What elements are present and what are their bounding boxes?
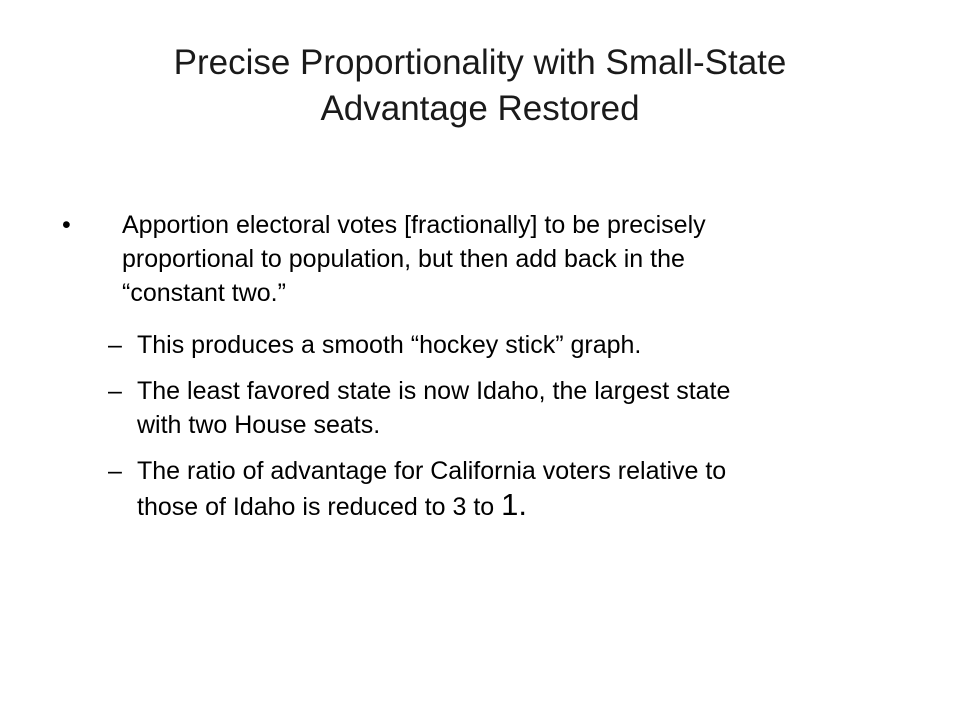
sub-bullet-item bbox=[60, 454, 910, 524]
sub-bullet-item bbox=[60, 328, 910, 362]
bullet-line: Apportion electoral votes [fractionally] to be precisely bbox=[122, 211, 706, 239]
title-line-2: Advantage Restored bbox=[320, 89, 640, 128]
sub-bullet-line-last bbox=[137, 488, 910, 524]
slide-body bbox=[60, 208, 910, 536]
sub-bullet-line-text: those of Idaho is reduced to 3 to bbox=[137, 493, 502, 521]
sub-bullet-marker: – bbox=[108, 331, 122, 359]
bullet-marker: • bbox=[62, 211, 71, 239]
bullet-item bbox=[60, 208, 910, 310]
slide-title bbox=[60, 40, 900, 132]
bullet-line: proportional to population, but then add back in the bbox=[122, 245, 685, 273]
sub-bullet-line: This produces a smooth “hockey stick” graph. bbox=[137, 331, 642, 359]
bullet-line: “constant two.” bbox=[122, 279, 286, 307]
sub-bullet-marker: – bbox=[108, 457, 122, 485]
sub-bullet-line: The least favored state is now Idaho, the largest state bbox=[137, 377, 731, 405]
sub-bullet-item bbox=[60, 374, 910, 442]
sub-bullet-line: with two House seats. bbox=[137, 411, 381, 439]
sub-bullet-marker: – bbox=[108, 377, 122, 405]
ratio-one-text: 1. bbox=[501, 487, 527, 522]
sub-bullet-line: The ratio of advantage for California voters relative to bbox=[137, 457, 727, 485]
title-line-1: Precise Proportionality with Small-State bbox=[173, 43, 787, 82]
